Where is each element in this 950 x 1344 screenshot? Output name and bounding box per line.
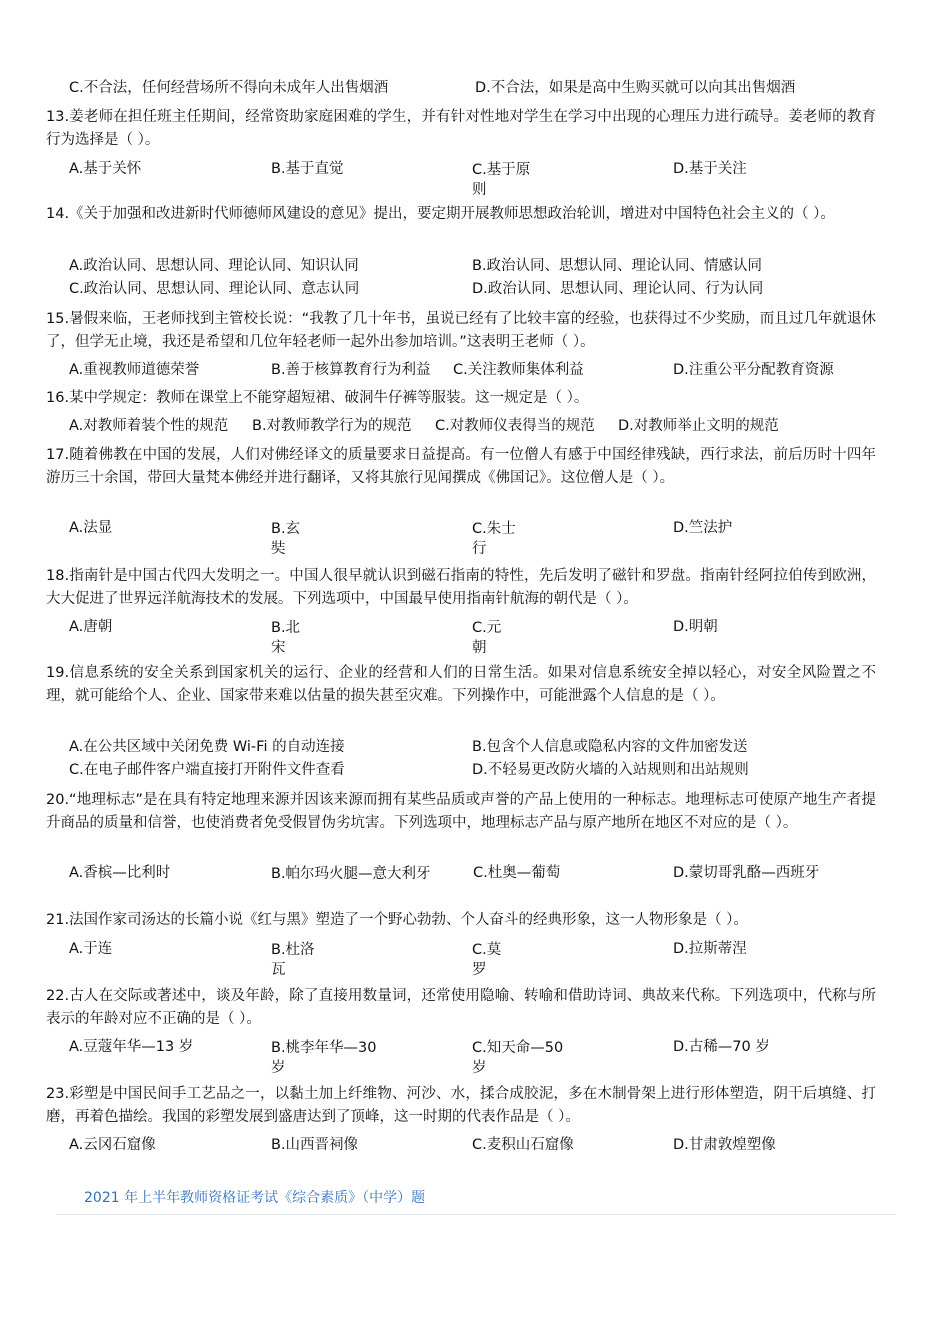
question-13-option-b: B.基于直觉 (271, 161, 344, 177)
question-17-stem: 17.随着佛教在中国的发展，人们对佛经译文的质量要求日益提高。有一位僧人有感于中国经律残缺，西行求法，前后历时十四年游历三十余国，带回大量梵本佛经并进行翻译，又将其旅行见闻撰成《佛国记》。这位僧人是（ ）。 (46, 447, 876, 486)
question-22-option-c: C.知天命—50 岁 (472, 1040, 564, 1076)
page-footer-title: 2021 年上半年教师资格证考试《综合素质》（中学）题 (84, 1190, 426, 1206)
option-c-prev: C.不合法，任何经营场所不得向未成年人出售烟酒 (69, 80, 389, 96)
question-20-option-c: C.杜奥—葡萄 (473, 865, 561, 881)
question-15-option-a: A.重视教师道德荣誉 (69, 362, 200, 378)
question-22-option-a: A.豆蔻年华—13 岁 (69, 1039, 194, 1055)
question-18-option-a: A.唐朝 (69, 619, 113, 635)
question-22-stem: 22.古人在交际或著述中，谈及年龄，除了直接用数量词，还常使用隐喻、转喻和借助诗词、典故来代称。下列选项中，代称与所表示的年龄对应不正确的是（ ）。 (46, 988, 876, 1027)
question-20-option-b: B.帕尔玛火腿—意大利牙 (271, 866, 431, 882)
question-17-option-b: B.玄奘 (271, 521, 301, 557)
question-18-stem: 18.指南针是中国古代四大发明之一。中国人很早就认识到磁石指南的特性，先后发明了磁针和罗盘。指南针经阿拉伯传到欧洲，大大促进了世界远洋航海技术的发展。下列选项中，中国最早使用指南针航海的朝代是（ ）。 (46, 568, 876, 607)
question-14-stem: 14.《关于加强和改进新时代师德师风建设的意见》提出，要定期开展教师思想政治轮训，增进对中国特色社会主义的（ ）。 (46, 206, 835, 222)
question-14-option-d: D.政治认同、思想认同、理论认同、行为认同 (472, 281, 764, 297)
question-21-stem: 21.法国作家司汤达的长篇小说《红与黑》塑造了一个野心勃勃、个人奋斗的经典形象，这一人物形象是（ ）。 (46, 912, 748, 928)
question-13-option-c: C.基于原则 (472, 162, 531, 198)
question-18-option-b: B.北宋 (271, 620, 301, 656)
question-21-option-d: D.拉斯蒂涅 (673, 941, 747, 957)
question-21-option-a: A.于连 (69, 941, 113, 957)
question-18-option-c: C.元朝 (472, 620, 502, 656)
question-19-stem: 19.信息系统的安全关系到国家机关的运行、企业的经营和人们的日常生活。如果对信息系统安全掉以轻心，对安全风险置之不理，就可能给个人、企业、国家带来难以估量的损失甚至灾难。下列操作中，可能泄露个人信息的是（ ）。 (46, 665, 876, 704)
question-16-option-a: A.对教师着装个性的规范 (69, 418, 229, 434)
question-20-option-a: A.香槟—比利时 (69, 865, 171, 881)
question-18-option-d: D.明朝 (673, 619, 718, 635)
question-13-option-d: D.基于关注 (673, 161, 747, 177)
question-17-option-a: A.法显 (69, 520, 113, 536)
question-14-option-a: A.政治认同、思想认同、理论认同、知识认同 (69, 258, 359, 274)
question-23-option-c: C.麦积山石窟像 (472, 1137, 574, 1153)
question-23-option-a: A.云冈石窟像 (69, 1137, 156, 1153)
question-17-option-c: C.朱士行 (472, 521, 516, 557)
question-14-option-b: B.政治认同、思想认同、理论认同、情感认同 (472, 258, 763, 274)
question-23-option-b: B.山西晋祠像 (271, 1137, 359, 1153)
question-15-option-d: D.注重公平分配教育资源 (673, 362, 834, 378)
question-15-option-b: B.善于核算教育行为利益 (271, 362, 431, 378)
question-16-option-b: B.对教师教学行为的规范 (252, 418, 412, 434)
question-17-option-d: D.竺法护 (673, 520, 733, 536)
question-23-stem: 23.彩塑是中国民间手工艺品之一，以黏土加上纤维物、河沙、水，揉合成胶泥，多在木制骨架上进行形体塑造，阴干后填缝、打磨，再着色描绘。我国的彩塑发展到盛唐达到了顶峰，这一时期的代表作品是（ ）。 (46, 1086, 876, 1125)
question-15-stem: 15.暑假来临，王老师找到主管校长说：“我教了几十年书，虽说已经有了比较丰富的经验，也获得过不少奖励，而且过几年就退休了，但学无止境，我还是希望和几位年轻老师一起外出参加培训。”这表明王老师（ ）。 (46, 311, 876, 350)
question-13-stem: 13.姜老师在担任班主任期间，经常资助家庭困难的学生，并有针对性地对学生在学习中出现的心理压力进行疏导。姜老师的教育行为选择是（ ）。 (46, 109, 876, 148)
question-20-option-d: D.蒙切哥乳酪—西班牙 (673, 865, 820, 881)
option-d-prev: D.不合法，如果是高中生购买就可以向其出售烟酒 (475, 80, 796, 96)
question-14-option-c: C.政治认同、思想认同、理论认同、意志认同 (69, 281, 360, 297)
footer-divider (56, 1214, 896, 1215)
question-19-option-a: A.在公共区域中关闭免费 Wi-Fi 的自动连接 (69, 739, 345, 755)
question-19-option-c: C.在电子邮件客户端直接打开附件文件查看 (69, 762, 345, 778)
question-16-stem: 16.某中学规定：教师在课堂上不能穿超短裙、破洞牛仔裤等服装。这一规定是（ ）。 (46, 390, 589, 406)
question-15-option-c: C.关注教师集体利益 (453, 362, 584, 378)
question-22-option-b: B.桃李年华—30 岁 (271, 1040, 377, 1076)
question-21-option-b: B.杜洛瓦 (271, 942, 315, 978)
question-20-stem: 20.“地理标志”是在具有特定地理来源并因该来源而拥有某些品质或声誉的产品上使用的一种标志。地理标志可使原产地生产者提升商品的质量和信誉，也使消费者免受假冒伪劣坑害。下列选项中，地理标志产品与原产地所在地区不对应的是（ ）。 (46, 792, 876, 831)
question-13-option-a: A.基于关怀 (69, 161, 142, 177)
question-19-option-d: D.不轻易更改防火墙的入站规则和出站规则 (472, 762, 749, 778)
question-21-option-c: C.莫罗 (472, 942, 502, 978)
question-23-option-d: D.甘肃敦煌塑像 (673, 1137, 776, 1153)
question-16-option-c: C.对教师仪表得当的规范 (435, 418, 595, 434)
question-16-option-d: D.对教师举止文明的规范 (618, 418, 779, 434)
question-19-option-b: B.包含个人信息或隐私内容的文件加密发送 (472, 739, 748, 755)
question-22-option-d: D.古稀—70 岁 (673, 1039, 770, 1055)
